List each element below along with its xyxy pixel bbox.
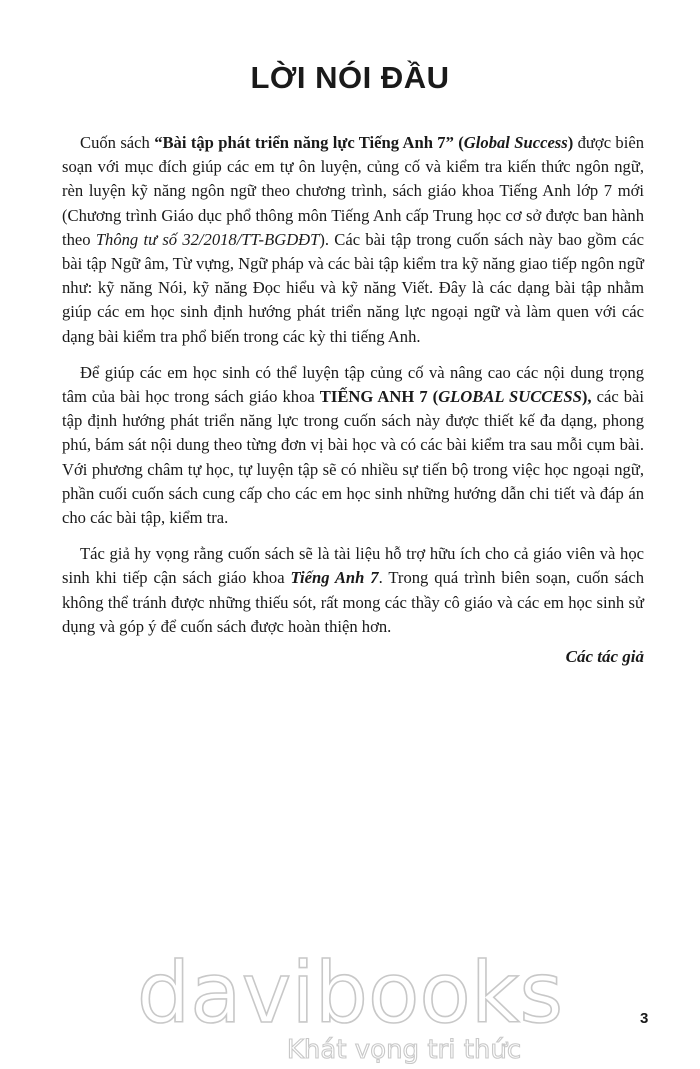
watermark-brand: davibooks <box>136 944 564 1042</box>
book-title-bold: “Bài tập phát triển năng lực Tiếng Anh 7” ( <box>154 133 464 152</box>
p3-text-1: Tác giả hy vọng rằng cuốn sách sẽ là tài liệu hỗ trợ hữu ích cho cả giáo viên và học sinh khi tiếp cận sách giáo khoa <box>62 544 644 588</box>
p2-text-2: các bài tập định hướng phát triển năng lực trong cuốn sách này được thiết kế đa dạng, phong phú, bám sát nội dung theo từng đơn vị bài học và có các bài kiểm tra sau mỗi cụm bài. Với phương châm tự học, tự luyện tập sẽ có nhiều sự tiến bộ trong việc học ngoại ngữ, phần cuối cuốn sách cung cấp cho các em học sinh những hướng dẫn chi tiết và đáp án cho các bài tập, kiểm tra. <box>62 387 644 528</box>
textbook-edition-italic: GLOBAL SUCCESS <box>438 387 582 407</box>
p1-text-1: Cuốn sách <box>80 133 155 152</box>
textbook-title-italic: Tiếng Anh 7 <box>290 568 379 588</box>
paragraph-2 <box>62 361 644 530</box>
page-title: LỜI NÓI ĐẦU <box>250 60 450 95</box>
p2-text-1: Để giúp các em học sinh có thể luyện tập củng cố và nâng cao các nội dung trọng tâm của bài học trong sách giáo khoa <box>62 362 644 407</box>
watermark-slogan: Khát vọng tri thức <box>286 1035 522 1065</box>
book-title-close: ) <box>567 133 574 152</box>
p1-text-3: ). Các bài tập trong cuốn sách này bao gồm các bài tập Ngữ âm, Từ vựng, Ngữ pháp và các bài tập kiểm tra kỹ năng giao tiếp ngôn ngữ như: kỹ năng Nói, kỹ năng Đọc hiểu và kỹ năng Viết. Đây là các dạng bài tập nhằm giúp các em học sinh định hướng phát triển năng lực ngoại ngữ và làm quen với các dạng bài kiểm tra phổ biến trong các kỳ thi tiếng Anh. <box>62 229 644 346</box>
author-signature: Các tác giả <box>565 647 644 667</box>
circular-reference: Thông tư số 32/2018/TT-BGDĐT <box>95 229 320 249</box>
paragraph-3 <box>62 542 644 639</box>
page-number: 3 <box>640 1010 649 1027</box>
textbook-name-close: ), <box>581 387 592 407</box>
p3-text-2: . Trong quá trình biên soạn, cuốn sách không thể tránh được những thiếu sót, rất mong các thầy cô giáo và các em học sinh sử dụng và góp ý để cuốn sách được hoàn thiện hơn. <box>62 568 645 636</box>
p1-text-2: được biên soạn với mục đích giúp các em tự ôn luyện, củng cố và kiểm tra kiến thức ngôn ngữ, rèn luyện kỹ năng ngôn ngữ theo chương trình, sách giáo khoa Tiếng Anh lớp 7 mới (Chương trình Giáo dục phổ thông môn Tiếng Anh cấp Trung học cơ sở được ban hành theo <box>62 133 644 249</box>
book-edition-italic: Global Success <box>463 133 568 152</box>
davibooks-watermark <box>0 940 700 1069</box>
textbook-name-bold: TIẾNG ANH 7 ( <box>319 387 439 407</box>
preface-body <box>62 131 644 669</box>
paragraph-1 <box>62 131 644 349</box>
